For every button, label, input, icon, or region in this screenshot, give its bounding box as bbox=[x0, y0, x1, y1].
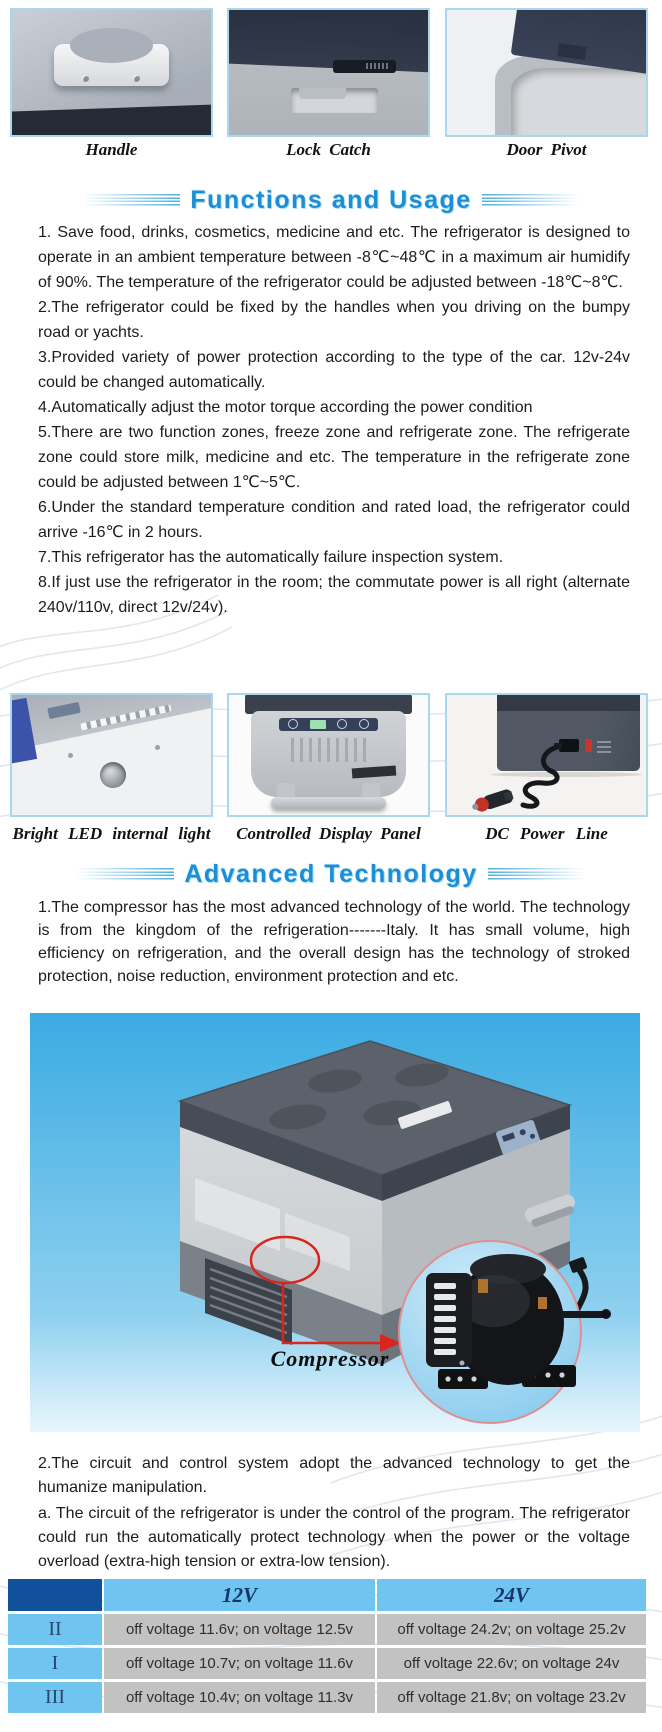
latch-grid-shape bbox=[366, 63, 390, 69]
function-item: 1. Save food, drinks, cosmetics, medicine and etc. The refrigerator is designed to operate in an ambient temperature between -8℃~48℃ in a maximum air humidify of 90%. The temperature of the refrigerator could be adjusted between -18℃~8℃. bbox=[38, 224, 630, 291]
function-item: 6.Under the standard temperature condition and rated load, the refrigerator could arrive -16℃ in 2 hours. bbox=[38, 499, 630, 541]
heading-stripe-right bbox=[488, 868, 592, 881]
cell-24v: off voltage 22.6v; on voltage 24v bbox=[377, 1648, 646, 1679]
panel-button bbox=[288, 719, 298, 729]
functions-text bbox=[38, 220, 630, 620]
row-label: I bbox=[8, 1648, 102, 1679]
technology-intro-text bbox=[38, 896, 630, 988]
photo-caption: Controlled Display Panel bbox=[236, 824, 421, 843]
section-heading-technology bbox=[0, 860, 662, 889]
table-header-24v: 24V bbox=[377, 1579, 646, 1611]
table-header-12v: 12V bbox=[104, 1579, 375, 1611]
led-light-photo bbox=[10, 693, 213, 817]
handle-notch-shape bbox=[70, 28, 154, 63]
row-label: III bbox=[8, 1682, 102, 1713]
panel-button bbox=[337, 719, 347, 729]
cell-12v: off voltage 10.7v; on voltage 11.6v bbox=[104, 1648, 375, 1679]
circuit-subtext bbox=[38, 1502, 630, 1574]
function-item: 2.The refrigerator could be fixed by the handles when you driving on the bumpy road or yachts. bbox=[38, 299, 630, 341]
row-label: II bbox=[8, 1614, 102, 1645]
function-item: 4.Automatically adjust the motor torque according the power condition bbox=[38, 399, 533, 416]
heading-stripe-right bbox=[482, 194, 586, 207]
photo-caption: DC Power Line bbox=[485, 824, 608, 843]
lid-shape bbox=[227, 8, 430, 72]
function-item: 7.This refrigerator has the automatically failure inspection system. bbox=[38, 549, 504, 566]
lock-catch-photo bbox=[227, 8, 430, 137]
voltage-table bbox=[8, 1579, 646, 1713]
cell-12v: off voltage 10.4v; on voltage 11.3v bbox=[104, 1682, 375, 1713]
technology-paragraph: 2.The circuit and control system adopt the advanced technology to get the humanize manipulation. bbox=[38, 1455, 630, 1496]
dc-cable-drawing bbox=[447, 695, 646, 815]
technology-paragraph: 1.The compressor has the most advanced technology of the world. The technology is from the kingdom of the refrigeration-------Italy. It has small volume, high efficiency on refrigeration, and the overall design has the technology of stroked protection, noise reduction, environment protection and etc. bbox=[38, 899, 630, 985]
cell-12v: off voltage 11.6v; on voltage 12.5v bbox=[104, 1614, 375, 1645]
heading-stripe-left bbox=[76, 194, 180, 207]
door-pivot-photo bbox=[445, 8, 648, 137]
circuit-text bbox=[38, 1452, 630, 1500]
panel-button bbox=[359, 719, 369, 729]
table-header-blank bbox=[8, 1579, 102, 1611]
handle-photo bbox=[10, 8, 213, 137]
technology-paragraph: a. The circuit of the refrigerator is under the control of the program. The refrigerator could run the automatically protect technology when the power or the voltage overload (extra-high tension or extra-low tension). bbox=[38, 1505, 630, 1570]
cell-24v: off voltage 24.2v; on voltage 25.2v bbox=[377, 1614, 646, 1645]
screw-dot bbox=[68, 753, 73, 758]
photo-caption: Door Pivot bbox=[506, 140, 587, 159]
panel-screen bbox=[310, 720, 326, 729]
cell-24v: off voltage 21.8v; on voltage 23.2v bbox=[377, 1682, 646, 1713]
display-panel-photo bbox=[227, 693, 430, 817]
vent-lines-shape bbox=[291, 738, 367, 762]
compressor-label: Compressor bbox=[270, 1346, 390, 1371]
section-title: Functions and Usage bbox=[190, 186, 472, 214]
section-heading-functions bbox=[0, 186, 662, 215]
function-item: 8.If just use the refrigerator in the room; the commutate power is all right (alternate 240v/110v, direct 12v/24v). bbox=[38, 574, 630, 616]
screw-dot bbox=[82, 75, 89, 82]
function-item: 3.Provided variety of power protection according to the type of the car. 12v-24v could be changed automatically. bbox=[38, 349, 630, 391]
function-item: 5.There are two function zones, freeze zone and refrigerate zone. The refrigerate zone could store milk, medicine and etc. The temperature in the refrigerate zone could be adjusted between 1℃~5℃. bbox=[38, 424, 630, 491]
section-title: Advanced Technology bbox=[184, 860, 478, 888]
lock-hole-shape bbox=[100, 762, 126, 788]
photo-caption: Handle bbox=[85, 140, 138, 159]
heading-stripe-left bbox=[70, 868, 174, 881]
display-panel-shape bbox=[279, 718, 379, 731]
handle-bar-shape bbox=[271, 797, 386, 809]
catch-tab-shape bbox=[299, 88, 347, 99]
dc-power-photo bbox=[445, 693, 648, 817]
photo-caption: Bright LED internal light bbox=[12, 824, 211, 843]
photo-caption: Lock Catch bbox=[286, 140, 371, 159]
tub-inner-shape bbox=[511, 68, 648, 138]
